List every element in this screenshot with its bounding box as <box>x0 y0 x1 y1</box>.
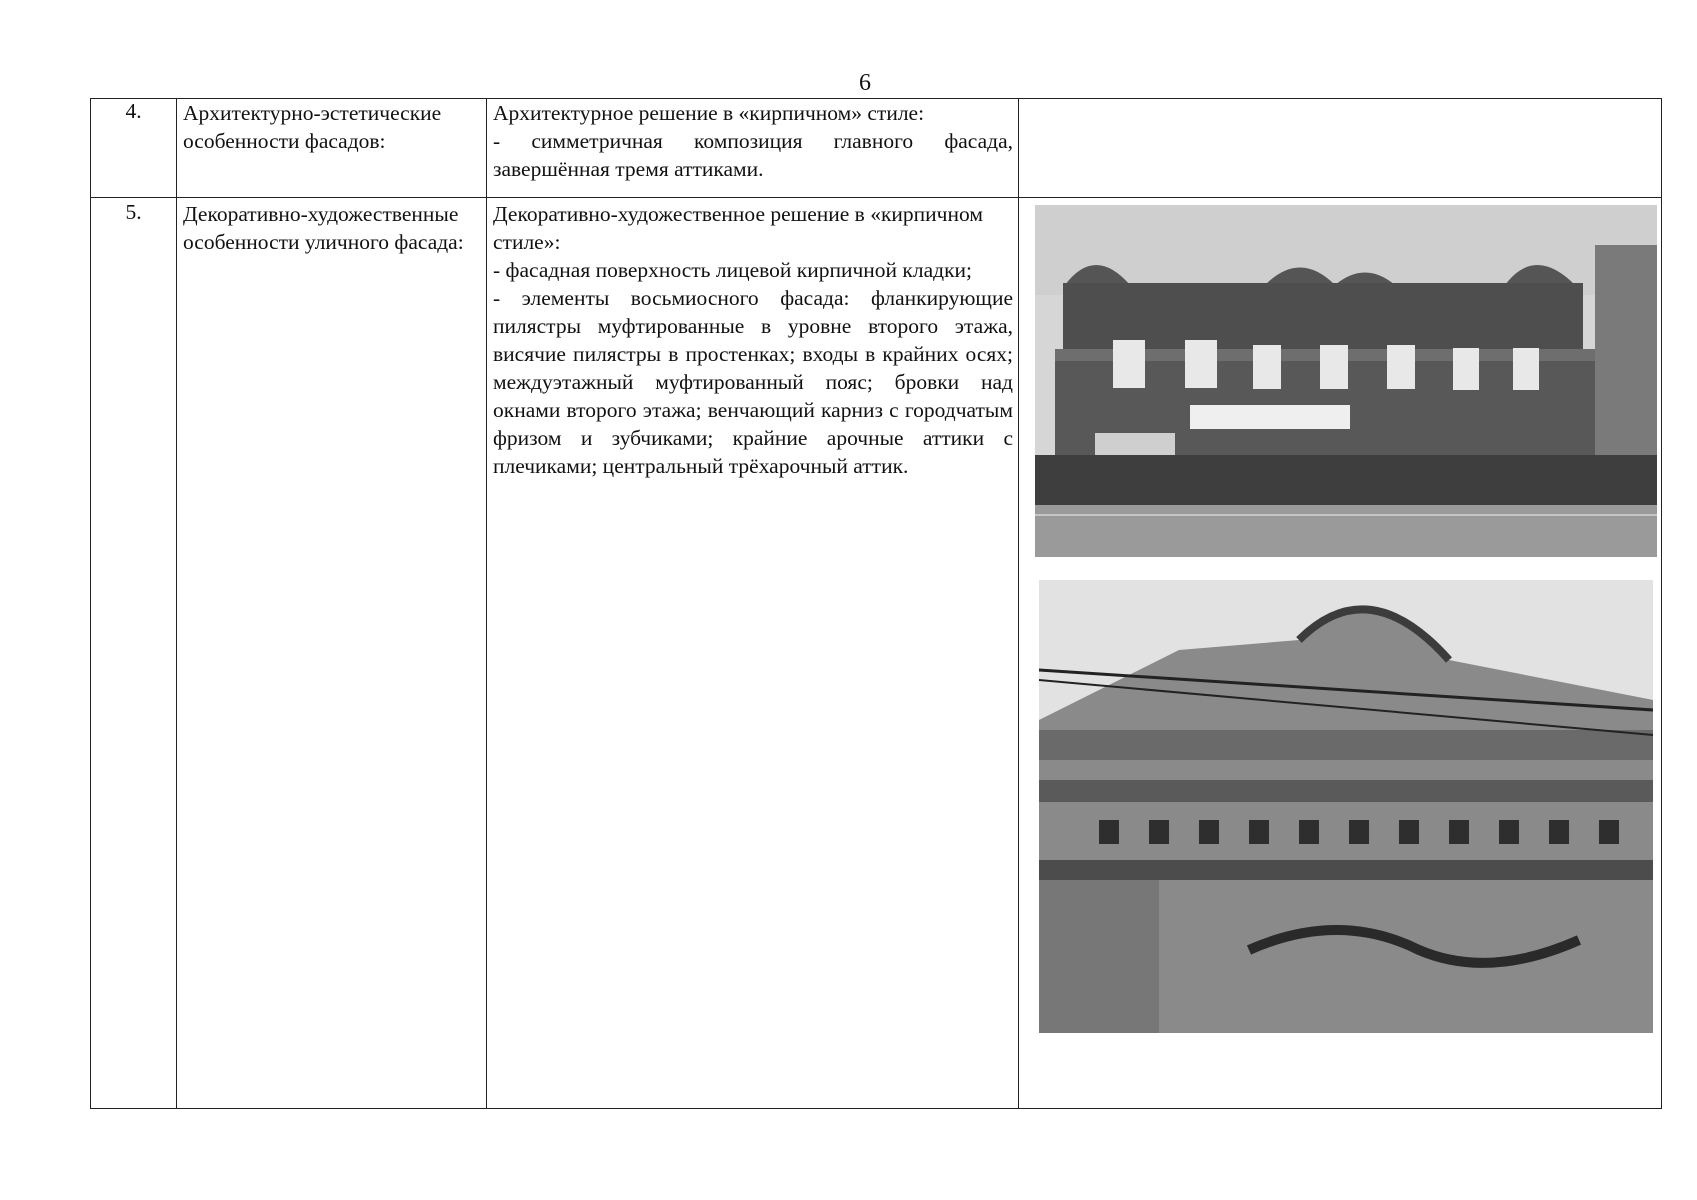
column-divider <box>176 99 177 1108</box>
facade-photo <box>1035 205 1657 557</box>
row-description <box>493 99 1013 183</box>
cornice-detail-photo <box>1039 580 1653 1033</box>
row-label: Декоративно-художественные особенности уличного фасада: <box>183 202 464 254</box>
description-item: - элементы восьмиосного фасада: фланкирующие пилястры муфтированные в уровне второго этажа, висячие пилястры в простенках; входы в крайних осях; междуэтажный муфтированный пояс; бровки над окнами второго этажа; венчающий карниз с городчатым фризом и зубчиками; крайние арочные аттики с плечиками; центральный трёхарочный аттик. <box>493 286 1013 478</box>
row-number: 4. <box>125 99 142 123</box>
description-item: - фасадная поверхность лицевой кирпичной кладки; <box>493 258 973 282</box>
row-label: Архитектурно-эстетические особенности фасадов: <box>183 101 442 153</box>
attributes-table <box>90 98 1662 1109</box>
column-divider <box>1018 99 1019 1108</box>
description-text: - симметричная композиция главного фасада, завершённая тремя аттиками. <box>493 129 1013 181</box>
page-number: 6 <box>859 70 871 96</box>
description-title: Декоративно-художественное решение в «кирпичном стиле»: <box>493 202 983 254</box>
row-number: 5. <box>125 200 142 224</box>
column-divider <box>486 99 487 1108</box>
description-title: Архитектурное решение в «кирпичном» стиле: <box>493 101 925 125</box>
row-divider <box>91 197 1661 198</box>
row-description <box>493 200 1013 480</box>
